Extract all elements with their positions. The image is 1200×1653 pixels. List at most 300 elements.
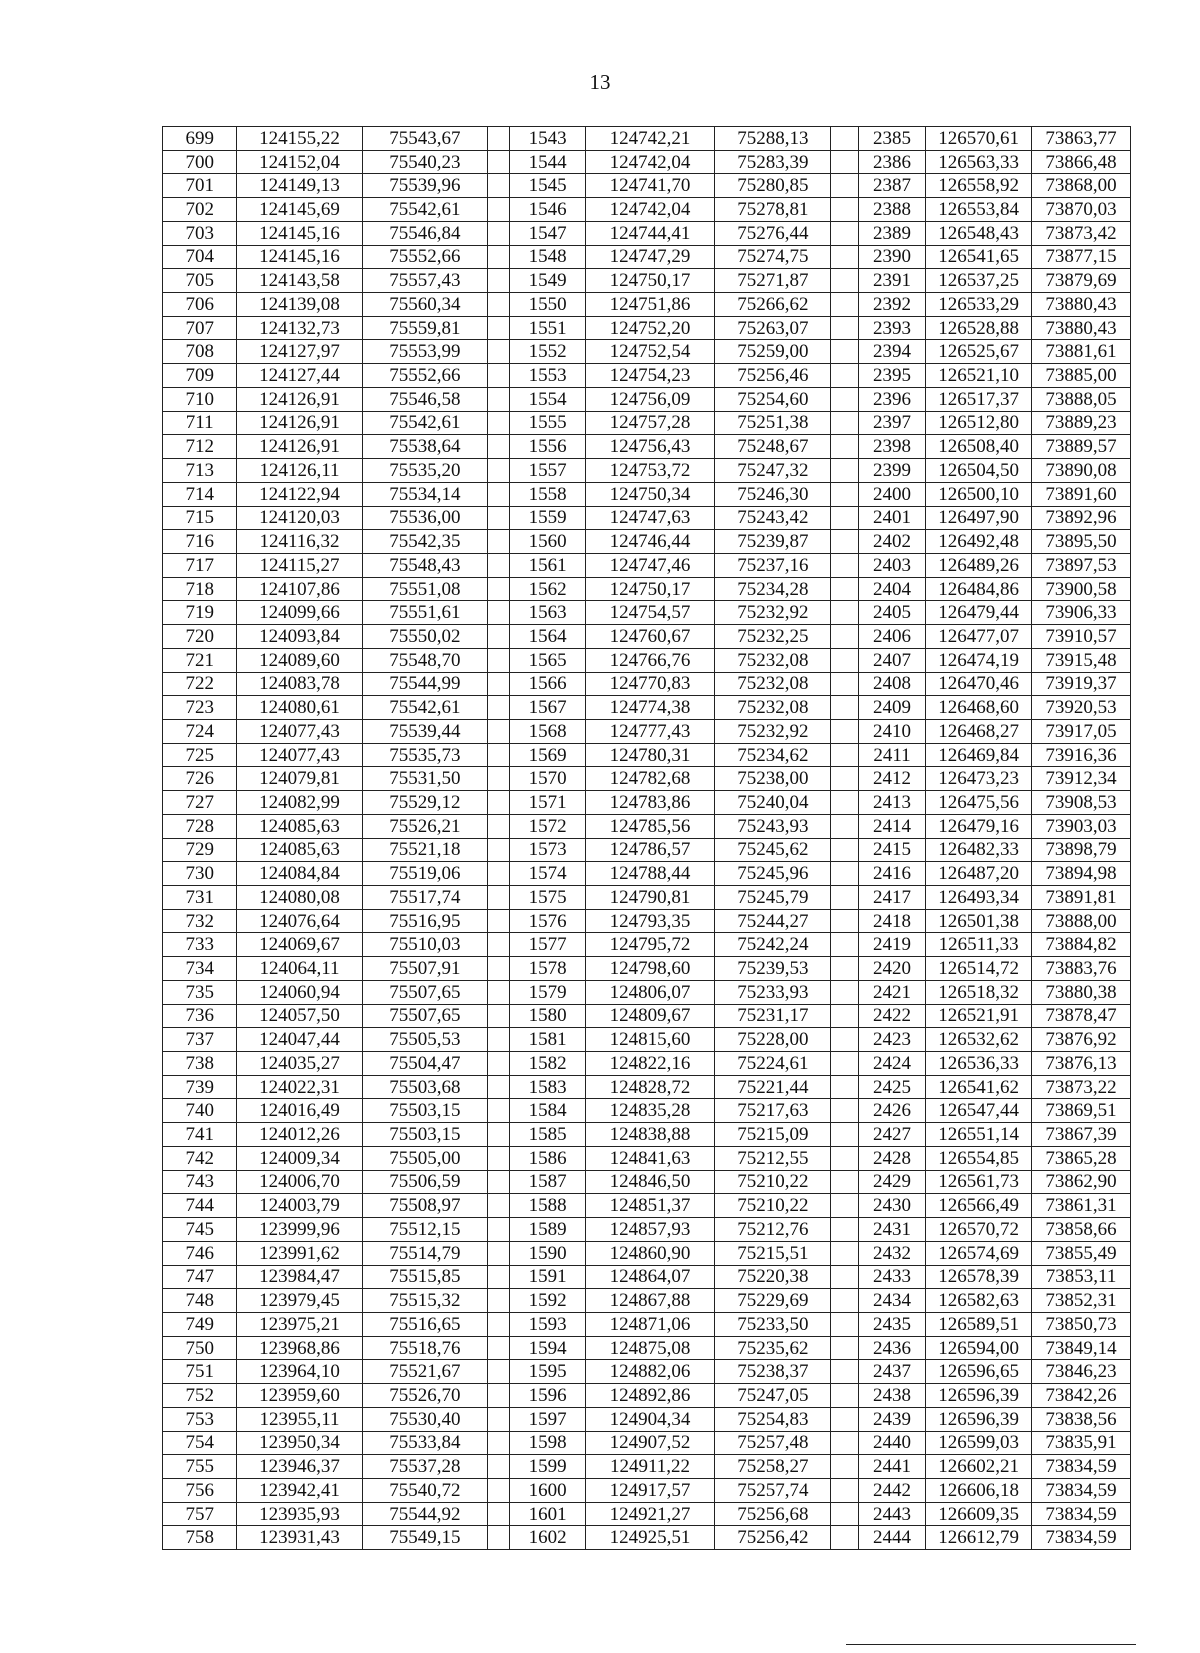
x-coordinate-cell: 126612,79	[926, 1526, 1032, 1550]
group-separator-cell	[831, 814, 859, 838]
point-number-cell: 1544	[510, 150, 585, 174]
table-row	[163, 862, 1131, 886]
group-separator-cell	[488, 909, 510, 933]
x-coordinate-cell: 123946,37	[237, 1455, 362, 1479]
y-coordinate-cell: 75544,99	[362, 672, 487, 696]
table-row	[163, 1289, 1131, 1313]
y-coordinate-cell: 73888,05	[1032, 387, 1131, 411]
group-separator-cell	[831, 364, 859, 388]
x-coordinate-cell: 123950,34	[237, 1431, 362, 1455]
y-coordinate-cell: 75531,50	[362, 767, 487, 791]
y-coordinate-cell: 75503,15	[362, 1123, 487, 1147]
point-number-cell: 1578	[510, 957, 585, 981]
point-number-cell: 1600	[510, 1478, 585, 1502]
y-coordinate-cell: 75232,92	[715, 601, 831, 625]
x-coordinate-cell: 124793,35	[585, 909, 714, 933]
x-coordinate-cell: 124911,22	[585, 1455, 714, 1479]
x-coordinate-cell: 124783,86	[585, 791, 714, 815]
group-separator-cell	[488, 1004, 510, 1028]
y-coordinate-cell: 75540,23	[362, 150, 487, 174]
x-coordinate-cell: 124746,44	[585, 530, 714, 554]
point-number-cell: 699	[163, 127, 237, 151]
table-row	[163, 1194, 1131, 1218]
y-coordinate-cell: 75515,32	[362, 1289, 487, 1313]
y-coordinate-cell: 75212,55	[715, 1146, 831, 1170]
x-coordinate-cell: 126533,29	[926, 293, 1032, 317]
point-number-cell: 2400	[858, 482, 925, 506]
footer-rule	[846, 1644, 1136, 1645]
table-row	[163, 1407, 1131, 1431]
table-row	[163, 933, 1131, 957]
point-number-cell: 2431	[858, 1218, 925, 1242]
point-number-cell: 2396	[858, 387, 925, 411]
point-number-cell: 1569	[510, 743, 585, 767]
x-coordinate-cell: 126606,18	[926, 1478, 1032, 1502]
point-number-cell: 1551	[510, 316, 585, 340]
y-coordinate-cell: 75535,20	[362, 459, 487, 483]
x-coordinate-cell: 124892,86	[585, 1384, 714, 1408]
group-separator-cell	[831, 1028, 859, 1052]
x-coordinate-cell: 124785,56	[585, 814, 714, 838]
group-separator-cell	[831, 767, 859, 791]
group-separator-cell	[831, 316, 859, 340]
point-number-cell: 2430	[858, 1194, 925, 1218]
point-number-cell: 1548	[510, 245, 585, 269]
point-number-cell: 1563	[510, 601, 585, 625]
x-coordinate-cell: 126517,37	[926, 387, 1032, 411]
y-coordinate-cell: 75514,79	[362, 1241, 487, 1265]
table-row	[163, 1431, 1131, 1455]
y-coordinate-cell: 75244,27	[715, 909, 831, 933]
x-coordinate-cell: 124107,86	[237, 577, 362, 601]
x-coordinate-cell: 126521,10	[926, 364, 1032, 388]
group-separator-cell	[488, 957, 510, 981]
group-separator-cell	[831, 625, 859, 649]
y-coordinate-cell: 73880,43	[1032, 293, 1131, 317]
y-coordinate-cell: 75266,62	[715, 293, 831, 317]
x-coordinate-cell: 124860,90	[585, 1241, 714, 1265]
table-row	[163, 1004, 1131, 1028]
x-coordinate-cell: 126537,25	[926, 269, 1032, 293]
y-coordinate-cell: 75247,32	[715, 459, 831, 483]
group-separator-cell	[831, 1336, 859, 1360]
table-row	[163, 909, 1131, 933]
x-coordinate-cell: 123942,41	[237, 1478, 362, 1502]
y-coordinate-cell: 73850,73	[1032, 1312, 1131, 1336]
x-coordinate-cell: 124077,43	[237, 719, 362, 743]
point-number-cell: 1554	[510, 387, 585, 411]
table-row	[163, 1265, 1131, 1289]
x-coordinate-cell: 124750,34	[585, 482, 714, 506]
y-coordinate-cell: 75243,42	[715, 506, 831, 530]
point-number-cell: 723	[163, 696, 237, 720]
y-coordinate-cell: 73916,36	[1032, 743, 1131, 767]
y-coordinate-cell: 73835,91	[1032, 1431, 1131, 1455]
y-coordinate-cell: 73866,48	[1032, 150, 1131, 174]
y-coordinate-cell: 75276,44	[715, 221, 831, 245]
point-number-cell: 2410	[858, 719, 925, 743]
point-number-cell: 740	[163, 1099, 237, 1123]
table-row	[163, 245, 1131, 269]
group-separator-cell	[831, 886, 859, 910]
x-coordinate-cell: 124757,28	[585, 411, 714, 435]
y-coordinate-cell: 75553,99	[362, 340, 487, 364]
x-coordinate-cell: 124795,72	[585, 933, 714, 957]
y-coordinate-cell: 73873,22	[1032, 1075, 1131, 1099]
point-number-cell: 1555	[510, 411, 585, 435]
point-number-cell: 2386	[858, 150, 925, 174]
point-number-cell: 701	[163, 174, 237, 198]
point-number-cell: 2435	[858, 1312, 925, 1336]
y-coordinate-cell: 75278,81	[715, 198, 831, 222]
group-separator-cell	[831, 672, 859, 696]
group-separator-cell	[488, 1075, 510, 1099]
group-separator-cell	[831, 1123, 859, 1147]
x-coordinate-cell: 124857,93	[585, 1218, 714, 1242]
x-coordinate-cell: 124022,31	[237, 1075, 362, 1099]
point-number-cell: 718	[163, 577, 237, 601]
y-coordinate-cell: 75247,05	[715, 1384, 831, 1408]
group-separator-cell	[831, 1312, 859, 1336]
x-coordinate-cell: 123931,43	[237, 1526, 362, 1550]
y-coordinate-cell: 73895,50	[1032, 530, 1131, 554]
x-coordinate-cell: 126500,10	[926, 482, 1032, 506]
point-number-cell: 710	[163, 387, 237, 411]
group-separator-cell	[831, 1455, 859, 1479]
point-number-cell: 2391	[858, 269, 925, 293]
group-separator-cell	[831, 909, 859, 933]
y-coordinate-cell: 75240,04	[715, 791, 831, 815]
group-separator-cell	[488, 1241, 510, 1265]
y-coordinate-cell: 75542,61	[362, 198, 487, 222]
point-number-cell: 717	[163, 553, 237, 577]
x-coordinate-cell: 124076,64	[237, 909, 362, 933]
group-separator-cell	[488, 1526, 510, 1550]
point-number-cell: 2433	[858, 1265, 925, 1289]
y-coordinate-cell: 75232,08	[715, 696, 831, 720]
x-coordinate-cell: 124145,16	[237, 245, 362, 269]
x-coordinate-cell: 124841,63	[585, 1146, 714, 1170]
point-number-cell: 1553	[510, 364, 585, 388]
group-separator-cell	[831, 1289, 859, 1313]
group-separator-cell	[831, 1099, 859, 1123]
y-coordinate-cell: 73838,56	[1032, 1407, 1131, 1431]
x-coordinate-cell: 124047,44	[237, 1028, 362, 1052]
point-number-cell: 1568	[510, 719, 585, 743]
group-separator-cell	[488, 696, 510, 720]
point-number-cell: 2423	[858, 1028, 925, 1052]
x-coordinate-cell: 124786,57	[585, 838, 714, 862]
y-coordinate-cell: 73881,61	[1032, 340, 1131, 364]
table-row	[163, 1526, 1131, 1550]
group-separator-cell	[488, 601, 510, 625]
group-separator-cell	[831, 1384, 859, 1408]
table-row	[163, 1075, 1131, 1099]
point-number-cell: 2397	[858, 411, 925, 435]
group-separator-cell	[488, 1336, 510, 1360]
x-coordinate-cell: 124750,17	[585, 269, 714, 293]
point-number-cell: 726	[163, 767, 237, 791]
y-coordinate-cell: 75259,00	[715, 340, 831, 364]
group-separator-cell	[831, 482, 859, 506]
y-coordinate-cell: 73880,43	[1032, 316, 1131, 340]
point-number-cell: 711	[163, 411, 237, 435]
table-row	[163, 459, 1131, 483]
y-coordinate-cell: 73917,05	[1032, 719, 1131, 743]
group-separator-cell	[831, 743, 859, 767]
table-row	[163, 791, 1131, 815]
point-number-cell: 719	[163, 601, 237, 625]
x-coordinate-cell: 124115,27	[237, 553, 362, 577]
y-coordinate-cell: 75519,06	[362, 862, 487, 886]
group-separator-cell	[831, 1431, 859, 1455]
x-coordinate-cell: 124742,04	[585, 198, 714, 222]
y-coordinate-cell: 75246,30	[715, 482, 831, 506]
group-separator-cell	[831, 506, 859, 530]
point-number-cell: 2395	[858, 364, 925, 388]
y-coordinate-cell: 75507,65	[362, 980, 487, 1004]
y-coordinate-cell: 73834,59	[1032, 1455, 1131, 1479]
point-number-cell: 1567	[510, 696, 585, 720]
x-coordinate-cell: 124149,13	[237, 174, 362, 198]
x-coordinate-cell: 124756,09	[585, 387, 714, 411]
y-coordinate-cell: 73861,31	[1032, 1194, 1131, 1218]
y-coordinate-cell: 75517,74	[362, 886, 487, 910]
group-separator-cell	[488, 245, 510, 269]
group-separator-cell	[488, 127, 510, 151]
y-coordinate-cell: 75234,28	[715, 577, 831, 601]
y-coordinate-cell: 75549,15	[362, 1526, 487, 1550]
x-coordinate-cell: 123975,21	[237, 1312, 362, 1336]
page-number: 13	[589, 70, 611, 94]
point-number-cell: 2388	[858, 198, 925, 222]
x-coordinate-cell: 126512,80	[926, 411, 1032, 435]
group-separator-cell	[488, 886, 510, 910]
x-coordinate-cell: 126554,85	[926, 1146, 1032, 1170]
point-number-cell: 704	[163, 245, 237, 269]
group-separator-cell	[831, 293, 859, 317]
table-row	[163, 269, 1131, 293]
point-number-cell: 1556	[510, 435, 585, 459]
point-number-cell: 746	[163, 1241, 237, 1265]
point-number-cell: 736	[163, 1004, 237, 1028]
x-coordinate-cell: 124079,81	[237, 767, 362, 791]
y-coordinate-cell: 75232,08	[715, 672, 831, 696]
y-coordinate-cell: 75536,00	[362, 506, 487, 530]
point-number-cell: 1590	[510, 1241, 585, 1265]
point-number-cell: 1543	[510, 127, 585, 151]
point-number-cell: 728	[163, 814, 237, 838]
point-number-cell: 2399	[858, 459, 925, 483]
group-separator-cell	[831, 838, 859, 862]
group-separator-cell	[488, 221, 510, 245]
point-number-cell: 703	[163, 221, 237, 245]
point-number-cell: 754	[163, 1431, 237, 1455]
point-number-cell: 2408	[858, 672, 925, 696]
table-row	[163, 743, 1131, 767]
group-separator-cell	[488, 1170, 510, 1194]
x-coordinate-cell: 126508,40	[926, 435, 1032, 459]
point-number-cell: 2436	[858, 1336, 925, 1360]
y-coordinate-cell: 73878,47	[1032, 1004, 1131, 1028]
x-coordinate-cell: 126551,14	[926, 1123, 1032, 1147]
point-number-cell: 2392	[858, 293, 925, 317]
x-coordinate-cell: 124139,08	[237, 293, 362, 317]
point-number-cell: 2442	[858, 1478, 925, 1502]
y-coordinate-cell: 75231,17	[715, 1004, 831, 1028]
x-coordinate-cell: 124084,84	[237, 862, 362, 886]
y-coordinate-cell: 75257,48	[715, 1431, 831, 1455]
y-coordinate-cell: 75508,97	[362, 1194, 487, 1218]
x-coordinate-cell: 126536,33	[926, 1052, 1032, 1076]
group-separator-cell	[831, 530, 859, 554]
x-coordinate-cell: 126547,44	[926, 1099, 1032, 1123]
y-coordinate-cell: 75258,27	[715, 1455, 831, 1479]
group-separator-cell	[488, 482, 510, 506]
y-coordinate-cell: 75210,22	[715, 1194, 831, 1218]
point-number-cell: 745	[163, 1218, 237, 1242]
y-coordinate-cell: 75526,21	[362, 814, 487, 838]
y-coordinate-cell: 75229,69	[715, 1289, 831, 1313]
y-coordinate-cell: 73883,76	[1032, 957, 1131, 981]
x-coordinate-cell: 126570,72	[926, 1218, 1032, 1242]
x-coordinate-cell: 124143,58	[237, 269, 362, 293]
x-coordinate-cell: 124126,91	[237, 435, 362, 459]
point-number-cell: 1576	[510, 909, 585, 933]
x-coordinate-cell: 124742,21	[585, 127, 714, 151]
group-separator-cell	[831, 1407, 859, 1431]
point-number-cell: 1579	[510, 980, 585, 1004]
point-number-cell: 1588	[510, 1194, 585, 1218]
x-coordinate-cell: 124747,29	[585, 245, 714, 269]
x-coordinate-cell: 124806,07	[585, 980, 714, 1004]
y-coordinate-cell: 75263,07	[715, 316, 831, 340]
point-number-cell: 1574	[510, 862, 585, 886]
point-number-cell: 1584	[510, 1099, 585, 1123]
x-coordinate-cell: 124809,67	[585, 1004, 714, 1028]
y-coordinate-cell: 75529,12	[362, 791, 487, 815]
point-number-cell: 731	[163, 886, 237, 910]
point-number-cell: 2438	[858, 1384, 925, 1408]
group-separator-cell	[488, 719, 510, 743]
y-coordinate-cell: 75542,61	[362, 411, 487, 435]
group-separator-cell	[831, 1502, 859, 1526]
point-number-cell: 2398	[858, 435, 925, 459]
x-coordinate-cell: 124921,27	[585, 1502, 714, 1526]
group-separator-cell	[831, 435, 859, 459]
y-coordinate-cell: 75503,68	[362, 1075, 487, 1099]
point-number-cell: 1558	[510, 482, 585, 506]
y-coordinate-cell: 75233,93	[715, 980, 831, 1004]
x-coordinate-cell: 126521,91	[926, 1004, 1032, 1028]
y-coordinate-cell: 75245,62	[715, 838, 831, 862]
y-coordinate-cell: 73903,03	[1032, 814, 1131, 838]
point-number-cell: 715	[163, 506, 237, 530]
x-coordinate-cell: 124752,54	[585, 340, 714, 364]
y-coordinate-cell: 75215,51	[715, 1241, 831, 1265]
point-number-cell: 1597	[510, 1407, 585, 1431]
point-number-cell: 741	[163, 1123, 237, 1147]
table-row	[163, 719, 1131, 743]
y-coordinate-cell: 75548,43	[362, 553, 487, 577]
y-coordinate-cell: 73888,00	[1032, 909, 1131, 933]
group-separator-cell	[831, 1194, 859, 1218]
group-separator-cell	[831, 648, 859, 672]
point-number-cell: 2387	[858, 174, 925, 198]
group-separator-cell	[831, 1004, 859, 1028]
point-number-cell: 2412	[858, 767, 925, 791]
y-coordinate-cell: 73858,66	[1032, 1218, 1131, 1242]
y-coordinate-cell: 73891,60	[1032, 482, 1131, 506]
y-coordinate-cell: 73894,98	[1032, 862, 1131, 886]
point-number-cell: 1572	[510, 814, 585, 838]
y-coordinate-cell: 73915,48	[1032, 648, 1131, 672]
point-number-cell: 1557	[510, 459, 585, 483]
point-number-cell: 1581	[510, 1028, 585, 1052]
y-coordinate-cell: 75530,40	[362, 1407, 487, 1431]
x-coordinate-cell: 124754,23	[585, 364, 714, 388]
y-coordinate-cell: 75550,02	[362, 625, 487, 649]
point-number-cell: 2414	[858, 814, 925, 838]
x-coordinate-cell: 124846,50	[585, 1170, 714, 1194]
x-coordinate-cell: 124126,91	[237, 387, 362, 411]
y-coordinate-cell: 73849,14	[1032, 1336, 1131, 1360]
point-number-cell: 729	[163, 838, 237, 862]
y-coordinate-cell: 75243,93	[715, 814, 831, 838]
point-number-cell: 705	[163, 269, 237, 293]
table-row	[163, 174, 1131, 198]
point-number-cell: 2418	[858, 909, 925, 933]
point-number-cell: 2394	[858, 340, 925, 364]
point-number-cell: 1550	[510, 293, 585, 317]
x-coordinate-cell: 124083,78	[237, 672, 362, 696]
point-number-cell: 1545	[510, 174, 585, 198]
table-row	[163, 814, 1131, 838]
x-coordinate-cell: 124790,81	[585, 886, 714, 910]
group-separator-cell	[488, 340, 510, 364]
table-row	[163, 957, 1131, 981]
group-separator-cell	[488, 672, 510, 696]
table-row	[163, 1502, 1131, 1526]
y-coordinate-cell: 75232,25	[715, 625, 831, 649]
group-separator-cell	[488, 767, 510, 791]
table-row	[163, 1241, 1131, 1265]
point-number-cell: 722	[163, 672, 237, 696]
y-coordinate-cell: 75221,44	[715, 1075, 831, 1099]
x-coordinate-cell: 124750,17	[585, 577, 714, 601]
y-coordinate-cell: 75220,38	[715, 1265, 831, 1289]
point-number-cell: 700	[163, 150, 237, 174]
y-coordinate-cell: 73834,59	[1032, 1502, 1131, 1526]
point-number-cell: 1573	[510, 838, 585, 862]
y-coordinate-cell: 75271,87	[715, 269, 831, 293]
group-separator-cell	[831, 411, 859, 435]
table-row	[163, 553, 1131, 577]
group-separator-cell	[488, 387, 510, 411]
point-number-cell: 707	[163, 316, 237, 340]
group-separator-cell	[488, 1455, 510, 1479]
table-row	[163, 648, 1131, 672]
point-number-cell: 1586	[510, 1146, 585, 1170]
group-separator-cell	[831, 127, 859, 151]
x-coordinate-cell: 126484,86	[926, 577, 1032, 601]
y-coordinate-cell: 73920,53	[1032, 696, 1131, 720]
y-coordinate-cell: 75215,09	[715, 1123, 831, 1147]
table-row	[163, 127, 1131, 151]
table-row	[163, 411, 1131, 435]
point-number-cell: 2434	[858, 1289, 925, 1313]
y-coordinate-cell: 73868,00	[1032, 174, 1131, 198]
